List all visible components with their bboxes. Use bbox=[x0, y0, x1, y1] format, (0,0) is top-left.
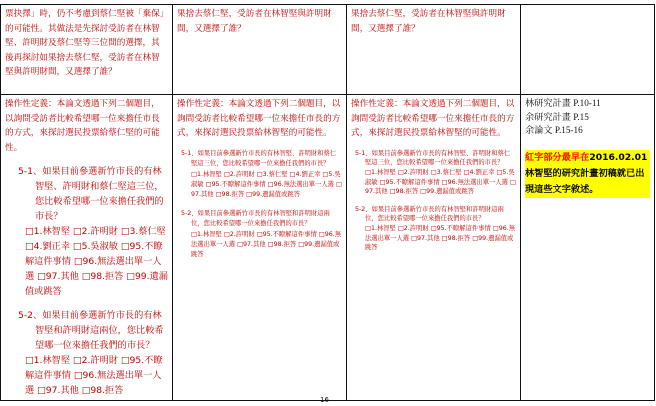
cell-r1-c3 bbox=[347, 5, 521, 95]
question-5-1-options: □1.林智堅 □2.許明財 □3.蔡仁堅 □4.劉正幸 □5.吳淑敏 □95.不瞭解這件事情 □96.無法選出單一人選 □97.其他 □98.拒答 □99.遺漏值或跳答 bbox=[191, 170, 342, 199]
table-row bbox=[1, 95, 655, 401]
highlight-text: 2016.02.01 林智堅的研究計畫初稿就已出現這些文字敘述。 bbox=[525, 151, 648, 195]
question-5-2: 5-2、如果目前參選新竹市長的有林智堅和許明財這兩位，您比較希望哪一位來擔任我們的市長？ bbox=[181, 209, 330, 228]
operational-definition: 操作性定義：本論文透過下列二個題目，以詢問受訪者比較希望哪一位來擔任市長的方式，來探討選民投票給林智堅的可能性。 bbox=[177, 99, 341, 139]
table-row bbox=[1, 5, 655, 95]
page-number: 16 bbox=[320, 396, 329, 404]
cell-r2-c1 bbox=[1, 95, 173, 401]
cell-r2-c4 bbox=[521, 95, 655, 401]
cell-r1-c2 bbox=[173, 5, 347, 95]
question-5-1: 5-1、如果目前參選新竹市長的有林智堅、許明財和蔡仁堅這三位，您比較希望哪一位來擔任我們的市長？ bbox=[355, 149, 511, 167]
cell-r2-c3 bbox=[347, 95, 521, 401]
reference-line: 余研究計畫 P.15 bbox=[525, 111, 589, 122]
highlight-note bbox=[525, 150, 650, 198]
cell-r2-c2 bbox=[173, 95, 347, 401]
question-5-2-options: □1.林智堅 □2.許明財 □95.不瞭解這件事情 □96.無法選出單一人選 □97.其他 □98.拒答 □99.遺漏值或跳答 bbox=[365, 224, 516, 252]
highlight-red-text: 紅字部分最早在 bbox=[525, 151, 590, 163]
question-5-1: 5-1、如果目前參選新竹市長的有林智堅、許明財和蔡仁堅這三位，您比較希望哪一位來擔任我們的市長？ bbox=[181, 149, 337, 168]
operational-definition: 操作性定義：本論文透過下列二個題目，以詢問受訪者比較希望哪一位來擔任市長的方式，來探討選民投票給林智堅的可能性。 bbox=[351, 99, 515, 139]
cell-r1-c1 bbox=[1, 5, 173, 95]
question-5-1-options: □1.林智堅 □2.許明財 □3.蔡仁堅 □4.劉正幸 □5.吳淑敏 □95.不瞭解這件事情 □96.無法選出單一人選 □97.其他 □98.拒答 □99.遺漏值或跳答 bbox=[365, 168, 516, 196]
question-5-1-options: □1.林智堅 □2.許明財 □3.蔡仁堅 □4.劉正幸 □5.吳淑敏 □95.不瞭解這件事情 □96.無法選出單一人選 □97.其他 □98.拒答 □99.遺漏值或跳答 bbox=[25, 226, 168, 298]
reference-line: 余論文 P.15-16 bbox=[525, 125, 583, 136]
reference-line: 林研究計畫 P.10-11 bbox=[525, 98, 601, 108]
question-5-1: 5-1、如果目前參選新竹市長的有林智堅、許明財和蔡仁堅這三位，您比較希望哪一位來擔任我們的市長？ bbox=[18, 166, 164, 223]
question-5-2-options: □1.林智堅 □2.許明財 □95.不瞭解這件事情 □96.無法選出單一人選 □97.其他 □98.拒答 □99.遺漏值或跳答 bbox=[191, 230, 342, 259]
question-5-2: 5-2、如果目前參選新竹市長的有林智堅和許明財這兩位，您比較希望哪一位來擔任我們的市長？ bbox=[18, 310, 164, 352]
question-5-2-options: □1.林智堅 □2.許明財 □95.不瞭解這件事情 □96.無法選出單一人選 □97.其他 □98.拒答 bbox=[25, 355, 163, 397]
cell-text: 果捨去蔡仁堅，受訪者在林智堅與許明財間，又選擇了誰？ bbox=[351, 9, 506, 34]
cell-text: 果捨去蔡仁堅，受訪者在林智堅與許明財間，又選擇了誰？ bbox=[177, 9, 332, 34]
cell-text: 票抉擇」時，仍不考慮到蔡仁堅被「棄保」的可能性。其做法是先探討受訪者在林智堅、許明財及蔡仁堅等三位間的選擇，其後再探討如果捨去蔡仁堅，受訪者在林智堅與許明財間，又選擇了誰？ bbox=[5, 9, 164, 78]
cell-r1-c4 bbox=[521, 5, 655, 95]
comparison-table bbox=[0, 4, 655, 401]
question-5-2: 5-2、如果目前參選新竹市長的有林智堅和許明財這兩位，您比較希望哪一位來擔任我們的市長？ bbox=[355, 205, 504, 223]
operational-definition: 操作性定義：本論文透過下列二個題目，以詢問受訪者比較希望哪一位來擔任市長的方式，來探討選民投票給蔡仁堅的可能性。 bbox=[5, 99, 160, 153]
